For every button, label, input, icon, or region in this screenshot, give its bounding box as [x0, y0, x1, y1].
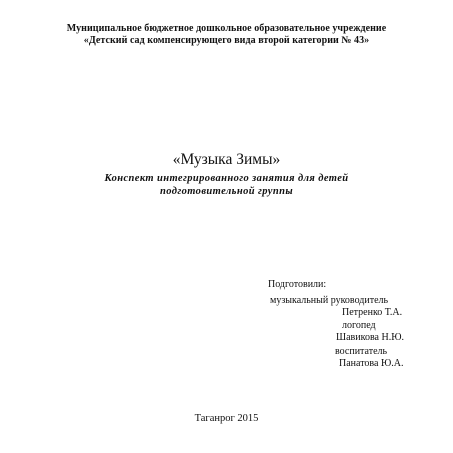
- credit-name-speech-therapist: Шавикова Н.Ю.: [336, 332, 404, 343]
- document-footer: Таганрог 2015: [194, 413, 259, 424]
- institution-name-line2: «Детский сад компенсирующего вида второй категории № 43»: [83, 35, 370, 46]
- document-title: «Музыка Зимы»: [172, 151, 281, 168]
- credit-name-teacher: Панатова Ю.А.: [339, 358, 404, 369]
- document-subtitle-line2: подготовительной группы: [159, 186, 294, 197]
- credit-name-music-director: Петренко Т.А.: [342, 307, 403, 318]
- credit-role-teacher: воспитатель: [335, 346, 388, 357]
- document-subtitle-line1: Конспект интегрированного занятия для детей: [104, 173, 349, 184]
- prepared-by-heading: Подготовили:: [268, 279, 327, 290]
- credit-role-music-director: музыкальный руководитель: [270, 295, 389, 306]
- institution-name-line1: Муниципальное бюджетное дошкольное образовательное учреждение: [66, 23, 387, 34]
- credit-role-speech-therapist: логопед: [342, 320, 376, 331]
